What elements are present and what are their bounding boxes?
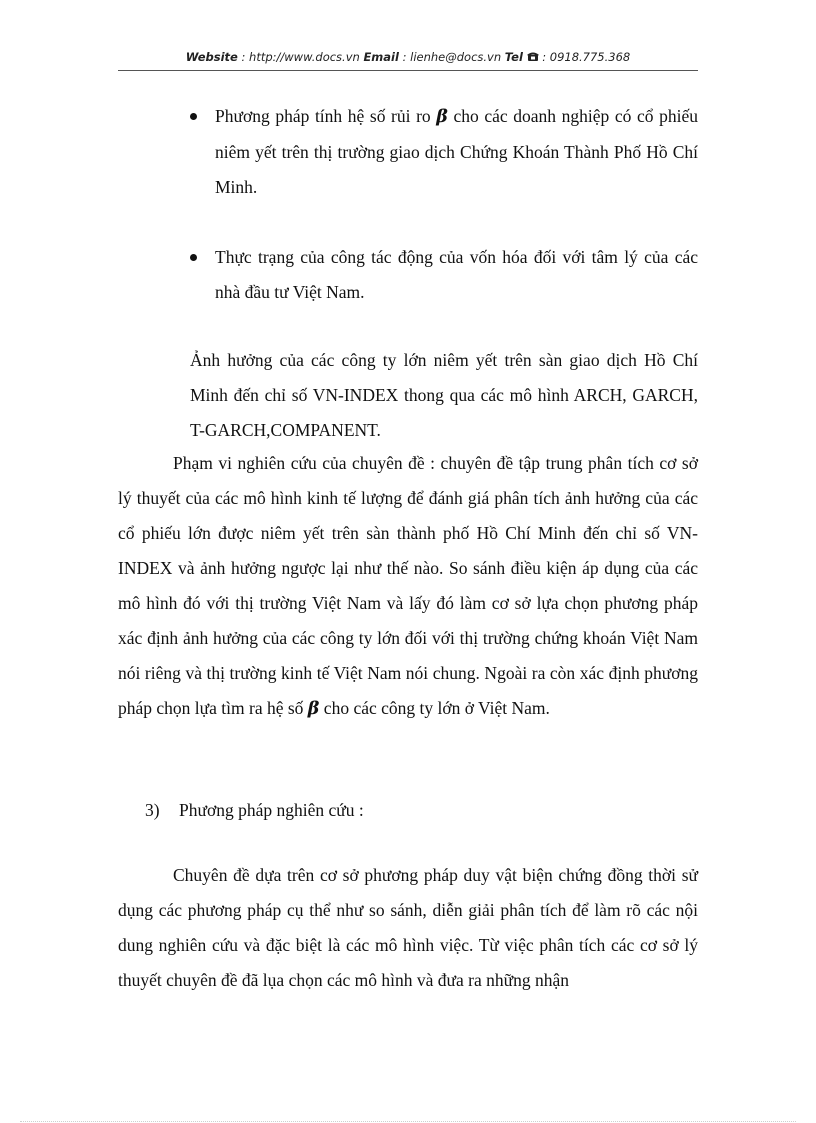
paragraph-scope: Phạm vi nghiên cứu của chuyên đề : chuyên đề tập trung phân tích cơ sở lý thuyết của các mô hình kinh tế lượng để đánh giá phân tích ảnh hưởng của các cổ phiếu lớn được niêm yết trên sàn thành phố Hồ Chí Minh đến chỉ số VN-INDEX và ảnh hưởng ngược lại như thế nào. So sánh điều kiện áp dụng của các mô hình đó với thị trường Việt Nam và lấy đó làm cơ sở lựa chọn phương pháp xác định ảnh hưởng của các công ty lớn đối với thị trường chứng khoán Việt Nam nói riêng và thị trường kinh tế Việt Nam nói chung. Ngoài ra còn xác định phương pháp chọn lựa tìm ra hệ số β cho các công ty lớn ở Việt Nam. [118,453,698,719]
page-header [118,50,698,64]
section-title: Phương pháp nghiên cứu : [179,800,364,820]
bullet-text: Thực trạng của công tác động của vốn hóa đối với tâm lý của các nhà đầu tư Việt Nam. [215,247,698,302]
beta-symbol: β [436,107,448,127]
page-bottom-border [20,1121,796,1122]
tel-number: : 0918.775.368 [538,50,631,64]
bullet-text: Phương pháp tính hệ số rủi ro β cho các doanh nghiệp có cổ phiếu niêm yết trên thị trường giao dịch Chứng Khoán Thành Phố Hồ Chí Minh. [215,106,698,197]
email-label: Email [363,50,399,64]
website-url[interactable]: : http://www.docs.vn [237,50,364,64]
bullet-item-market-cap [190,240,698,310]
header-divider [118,70,698,71]
section-number: 3) [145,800,160,820]
paragraph-method: Chuyên đề dựa trên cơ sở phương pháp duy vật biện chứng đồng thời sử dụng các phương pháp cụ thể như so sánh, diễn giải phân tích để làm rõ các nội dung nghiên cứu và đặc biệt là các mô hình việc. Từ việc phân tích các cơ sở lý thuyết chuyên đề đã lụa chọn các mô hình và đưa ra những nhận [118,865,698,990]
paragraph-influence: Ảnh hưởng của các công ty lớn niêm yết trên sàn giao dịch Hồ Chí Minh đến chỉ số VN-INDEX thong qua các mô hình ARCH, GARCH, T-GARCH,COMPANENT. [190,350,698,440]
beta-symbol: β [307,699,320,719]
bullet-dot-icon [190,254,197,261]
website-label: Website [185,50,238,64]
email-address[interactable]: : lienhe@docs.vn [398,50,505,64]
bullet-item-beta-method [190,99,698,205]
tel-label: Tel [504,50,523,64]
section-heading-methodology [145,793,364,828]
phone-icon [527,50,539,64]
bullet-dot-icon [190,113,197,120]
